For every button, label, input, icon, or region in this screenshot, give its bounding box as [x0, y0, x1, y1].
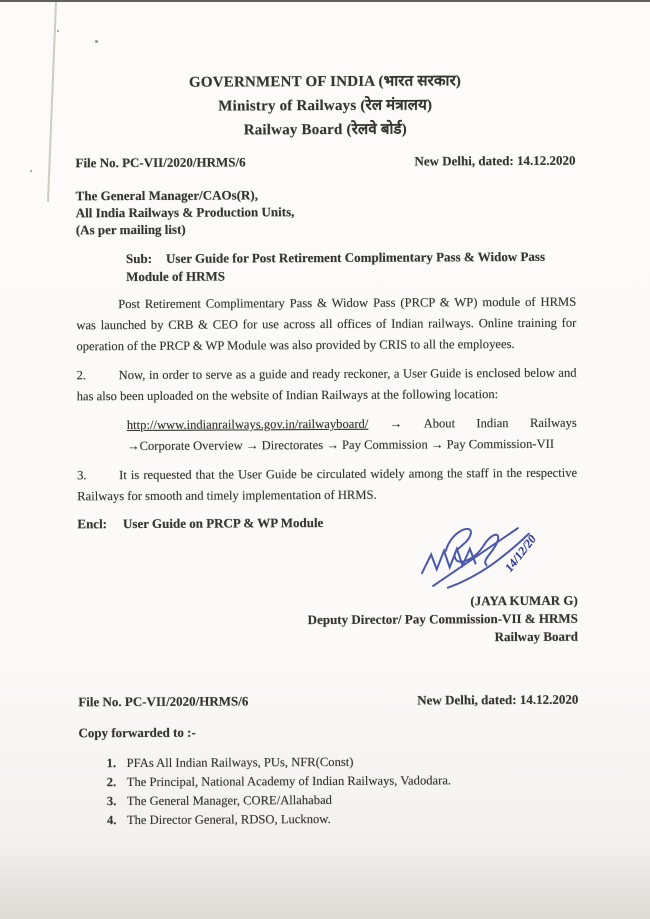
copy-item-number: 1. — [106, 756, 117, 771]
website-location-block — [127, 413, 577, 457]
copy-item-text: The General Manager, CORE/Allahabad — [126, 792, 332, 809]
signature-date: 14/12/20 — [501, 532, 540, 575]
paragraph-number: 2. — [76, 368, 87, 383]
copy-item-text: The Principal, National Academy of Indian Railways, Vadodara. — [126, 773, 452, 790]
website-location-line1 — [127, 413, 577, 436]
signatory-org: Railway Board — [494, 628, 579, 645]
footer-date-line: New Delhi, dated: 14.12.2020 — [417, 691, 579, 708]
addressee-block — [76, 185, 576, 239]
paragraph-number: 3. — [77, 468, 87, 483]
paragraph-text: It is requested that the User Guide be circulated widely among the staff in the respective Railways for smooth and timely implementation of HRMS. — [77, 465, 578, 504]
footer-file-and-date-line — [78, 692, 578, 711]
paragraph-3 — [77, 463, 577, 508]
letter-content — [75, 69, 579, 831]
website-location-line2: →Corporate Overview → Directorates → Pay Commission → Pay Commission-VII — [126, 436, 555, 454]
paragraph-2 — [77, 363, 577, 408]
copy-forwarded-list — [107, 752, 579, 830]
arrow-glyph: → — [389, 416, 403, 431]
signature-scribble — [398, 519, 573, 592]
copy-item-number: 2. — [106, 775, 117, 790]
scan-bottom-shading — [0, 844, 650, 919]
government-header — [75, 69, 575, 144]
copy-item — [107, 771, 579, 792]
copy-item-number: 4. — [106, 813, 117, 828]
header-line-ministry: Ministry of Railways (रेल मंत्रालय) — [218, 97, 433, 115]
copy-item-text: The Director General, RDSO, Lucknow. — [126, 811, 331, 828]
addressee-line: All India Railways & Production Units, — [75, 204, 295, 221]
enclosure-label: Encl: — [77, 516, 108, 532]
copy-forwarded-label: Copy forwarded to :- — [78, 724, 196, 741]
subject-label: Sub: — [125, 250, 153, 267]
scan-edge-line — [0, 0, 650, 2]
copy-item — [107, 790, 579, 811]
addressee-line: (As per mailing list) — [75, 221, 186, 238]
footer-file-number: File No. PC-VII/2020/HRMS/6 — [78, 693, 249, 710]
signature-block — [77, 519, 578, 649]
copy-item — [107, 752, 579, 773]
scan-speck — [57, 30, 59, 32]
nav-word: Railways — [529, 415, 577, 430]
copy-item — [107, 809, 579, 830]
paragraph-text: Now, in order to serve as a guide and ready reckoner, a User Guide is enclosed below and has also been uploaded on the website of Indian Railways at the following location: — [76, 365, 577, 404]
subject-line — [126, 248, 564, 286]
url-link: http://www.indianrailways.gov.in/railwayboard/ — [126, 416, 369, 433]
scan-speck — [30, 170, 32, 172]
paragraph-1 — [76, 292, 576, 358]
signatory-title: Deputy Director/ Pay Commission-VII & HRMS — [307, 610, 578, 628]
paragraph-text: Post Retirement Complimentary Pass & Widow Pass (PRCP & WP) module of HRMS was launched by CRB & CEO for use across all offices of Indian railways. Online training for operation of the PRCP & WP Module was also provided by CRIS to all the employees. — [76, 294, 577, 354]
copy-item-number: 3. — [106, 794, 117, 809]
file-and-date-line — [75, 153, 575, 172]
signatory-name: (JAYA KUMAR G) — [470, 592, 578, 609]
scan-speck — [95, 40, 98, 43]
file-number: File No. PC-VII/2020/HRMS/6 — [75, 154, 246, 171]
addressee-line: The General Manager/CAOs(R), — [75, 187, 259, 204]
nav-word: About — [423, 416, 456, 431]
subject-text: User Guide for Post Retirement Complimentary Pass & Widow Pass Module of HRMS — [126, 248, 546, 285]
copy-item-text: PFAs All Indian Railways, PUs, NFR(Const) — [126, 754, 354, 771]
date-line: New Delhi, dated: 14.12.2020 — [414, 152, 576, 169]
nav-word: Indian — [476, 416, 509, 431]
header-line-government: GOVERNMENT OF INDIA (भारत सरकार) — [188, 73, 462, 91]
enclosure-text: User Guide on PRCP & WP Module — [122, 515, 324, 532]
header-line-railway-board: Railway Board (रेलवे बोर्ड) — [243, 121, 407, 139]
paper-edge-artifact — [47, 2, 57, 202]
